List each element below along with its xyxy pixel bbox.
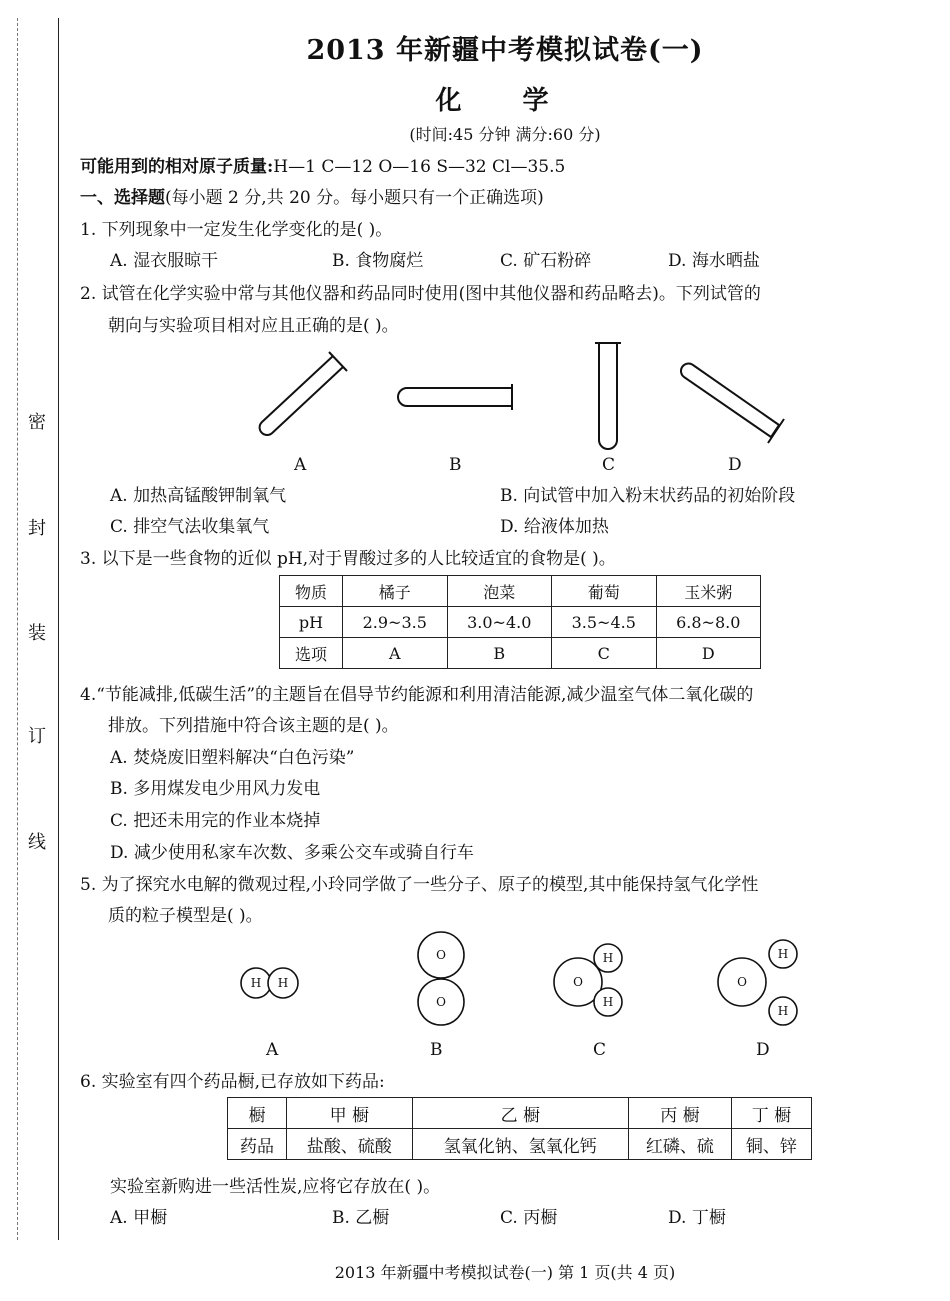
table-cell: C bbox=[552, 638, 657, 669]
table-cell: 物质 bbox=[280, 576, 343, 607]
q2-figure-label-c: C bbox=[602, 455, 616, 475]
test-tube-c bbox=[595, 343, 621, 449]
q4-option-c: C. 把还未用完的作业本烧掉 bbox=[110, 811, 321, 831]
table-cell: 3.0~4.0 bbox=[447, 607, 552, 638]
table-row bbox=[280, 638, 761, 669]
table-cell: 选项 bbox=[280, 638, 343, 669]
table-row bbox=[228, 1129, 812, 1160]
table-cell: 丁 橱 bbox=[731, 1098, 811, 1129]
q2-option-c: C. 排空气法收集氧气 bbox=[110, 517, 270, 537]
q4-stem-line2: 排放。下列措施中符合该主题的是( )。 bbox=[108, 716, 399, 736]
q2-stem-line1: 2. 试管在化学实验中常与其他仪器和药品同时使用(图中其他仪器和药品略去)。下列试管的 bbox=[80, 284, 761, 304]
ph-table bbox=[279, 575, 761, 669]
molecule-b bbox=[418, 932, 464, 1025]
seal-char-zhuang: 装 bbox=[28, 623, 46, 644]
q6-question: 实验室新购进一些活性炭,应将它存放在( )。 bbox=[110, 1177, 441, 1197]
table-cell: 丙 橱 bbox=[628, 1098, 731, 1129]
q6-option-a: A. 甲橱 bbox=[110, 1208, 168, 1228]
page-footer: 2013 年新疆中考模拟试卷(一) 第 1 页(共 4 页) bbox=[334, 1263, 676, 1282]
q1-option-b: B. 食物腐烂 bbox=[332, 251, 424, 271]
q6-option-b: B. 乙橱 bbox=[332, 1208, 390, 1228]
test-tube-b bbox=[398, 384, 512, 410]
q5-figure-label-c: C bbox=[593, 1040, 607, 1060]
q6-stem: 6. 实验室有四个药品橱,已存放如下药品: bbox=[80, 1072, 385, 1092]
q2-figure-label-b: B bbox=[449, 455, 462, 475]
table-cell: 铜、锌 bbox=[731, 1129, 811, 1160]
table-cell: 药品 bbox=[228, 1129, 287, 1160]
seal-char-mi: 密 bbox=[28, 412, 46, 433]
table-cell: 泡菜 bbox=[447, 576, 552, 607]
table-cell: 红磷、硫 bbox=[628, 1129, 731, 1160]
table-cell: 玉米粥 bbox=[656, 576, 761, 607]
q4-option-b: B. 多用煤发电少用风力发电 bbox=[110, 779, 321, 799]
seal-char-ding: 订 bbox=[28, 726, 46, 747]
q2-option-b: B. 向试管中加入粉末状药品的初始阶段 bbox=[500, 486, 796, 506]
subject-title: 化 学 bbox=[435, 86, 575, 116]
atom-h-label: H bbox=[277, 976, 289, 990]
q5-figure-label-b: B bbox=[430, 1040, 443, 1060]
table-cell: 2.9~3.5 bbox=[343, 607, 448, 638]
section-note: (每小题 2 分,共 20 分。每小题只有一个正确选项) bbox=[165, 188, 544, 208]
q5-figure-label-d: D bbox=[756, 1040, 770, 1060]
q1-option-c: C. 矿石粉碎 bbox=[500, 251, 592, 271]
atom-h-label: H bbox=[777, 1004, 789, 1018]
seal-char-xian: 线 bbox=[28, 832, 46, 853]
q6-option-c: C. 丙橱 bbox=[500, 1208, 558, 1228]
q2-option-d: D. 给液体加热 bbox=[500, 517, 609, 537]
cabinet-table bbox=[227, 1097, 812, 1160]
atomic-mass-values: H—1 C—12 O—16 S—32 Cl—35.5 bbox=[273, 157, 566, 177]
q2-option-a: A. 加热高锰酸钾制氧气 bbox=[110, 486, 287, 506]
table-row bbox=[280, 576, 761, 607]
test-tube-d bbox=[681, 364, 784, 444]
atom-h-label: H bbox=[250, 976, 262, 990]
q2-figure-label-d: D bbox=[728, 455, 742, 475]
q5-stem-line1: 5. 为了探究水电解的微观过程,小玲同学做了一些分子、原子的模型,其中能保持氢气化学性 bbox=[80, 875, 759, 895]
atom-o-label: O bbox=[436, 948, 446, 962]
table-cell: 盐酸、硫酸 bbox=[287, 1129, 413, 1160]
test-tube-a bbox=[260, 352, 347, 435]
table-cell: D bbox=[656, 638, 761, 669]
table-cell: 3.5~4.5 bbox=[552, 607, 657, 638]
time-info: (时间:45 分钟 满分:60 分) bbox=[409, 125, 601, 144]
atom-h-label: H bbox=[602, 995, 614, 1009]
table-cell: pH bbox=[280, 607, 343, 638]
table-cell: A bbox=[343, 638, 448, 669]
table-cell: 葡萄 bbox=[552, 576, 657, 607]
atomic-mass-label: 可能用到的相对原子质量: bbox=[80, 157, 274, 177]
atom-o-label: O bbox=[436, 995, 446, 1009]
atom-h-label: H bbox=[777, 947, 789, 961]
table-row bbox=[228, 1098, 812, 1129]
q3-stem: 3. 以下是一些食物的近似 pH,对于胃酸过多的人比较适宜的食物是( )。 bbox=[80, 549, 616, 569]
q5-figure-label-a: A bbox=[266, 1040, 279, 1060]
table-cell: 橘子 bbox=[343, 576, 448, 607]
atom-h-label: H bbox=[602, 951, 614, 965]
table-cell: B bbox=[447, 638, 552, 669]
atom-o-label: O bbox=[737, 975, 747, 989]
table-cell: 乙 橱 bbox=[412, 1098, 628, 1129]
q1-stem: 1. 下列现象中一定发生化学变化的是( )。 bbox=[80, 220, 393, 240]
q1-option-d: D. 海水晒盐 bbox=[668, 251, 760, 271]
q2-stem-line2: 朝向与实验项目相对应且正确的是( )。 bbox=[108, 316, 399, 336]
molecule-a bbox=[241, 968, 298, 998]
q6-option-d: D. 丁橱 bbox=[668, 1208, 726, 1228]
seal-char-feng: 封 bbox=[28, 518, 46, 539]
section-title: 一、选择题 bbox=[80, 188, 165, 208]
q4-option-a: A. 焚烧废旧塑料解决“白色污染” bbox=[110, 748, 355, 768]
q4-stem-line1: 4.“节能减排,低碳生活”的主题旨在倡导节约能源和利用清洁能源,减少温室气体二氧化碳的 bbox=[80, 685, 754, 705]
exam-title: 2013 年新疆中考模拟试卷(一) bbox=[306, 35, 704, 66]
table-cell: 甲 橱 bbox=[287, 1098, 413, 1129]
q2-figure-label-a: A bbox=[294, 455, 307, 475]
q4-option-d: D. 减少使用私家车次数、多乘公交车或骑自行车 bbox=[110, 843, 474, 863]
q1-option-a: A. 湿衣服晾干 bbox=[110, 251, 219, 271]
table-cell: 橱 bbox=[228, 1098, 287, 1129]
table-cell: 氢氧化钠、氢氧化钙 bbox=[412, 1129, 628, 1160]
q5-stem-line2: 质的粒子模型是( )。 bbox=[108, 906, 263, 926]
atom-o-label: O bbox=[573, 975, 583, 989]
table-row bbox=[280, 607, 761, 638]
table-cell: 6.8~8.0 bbox=[656, 607, 761, 638]
